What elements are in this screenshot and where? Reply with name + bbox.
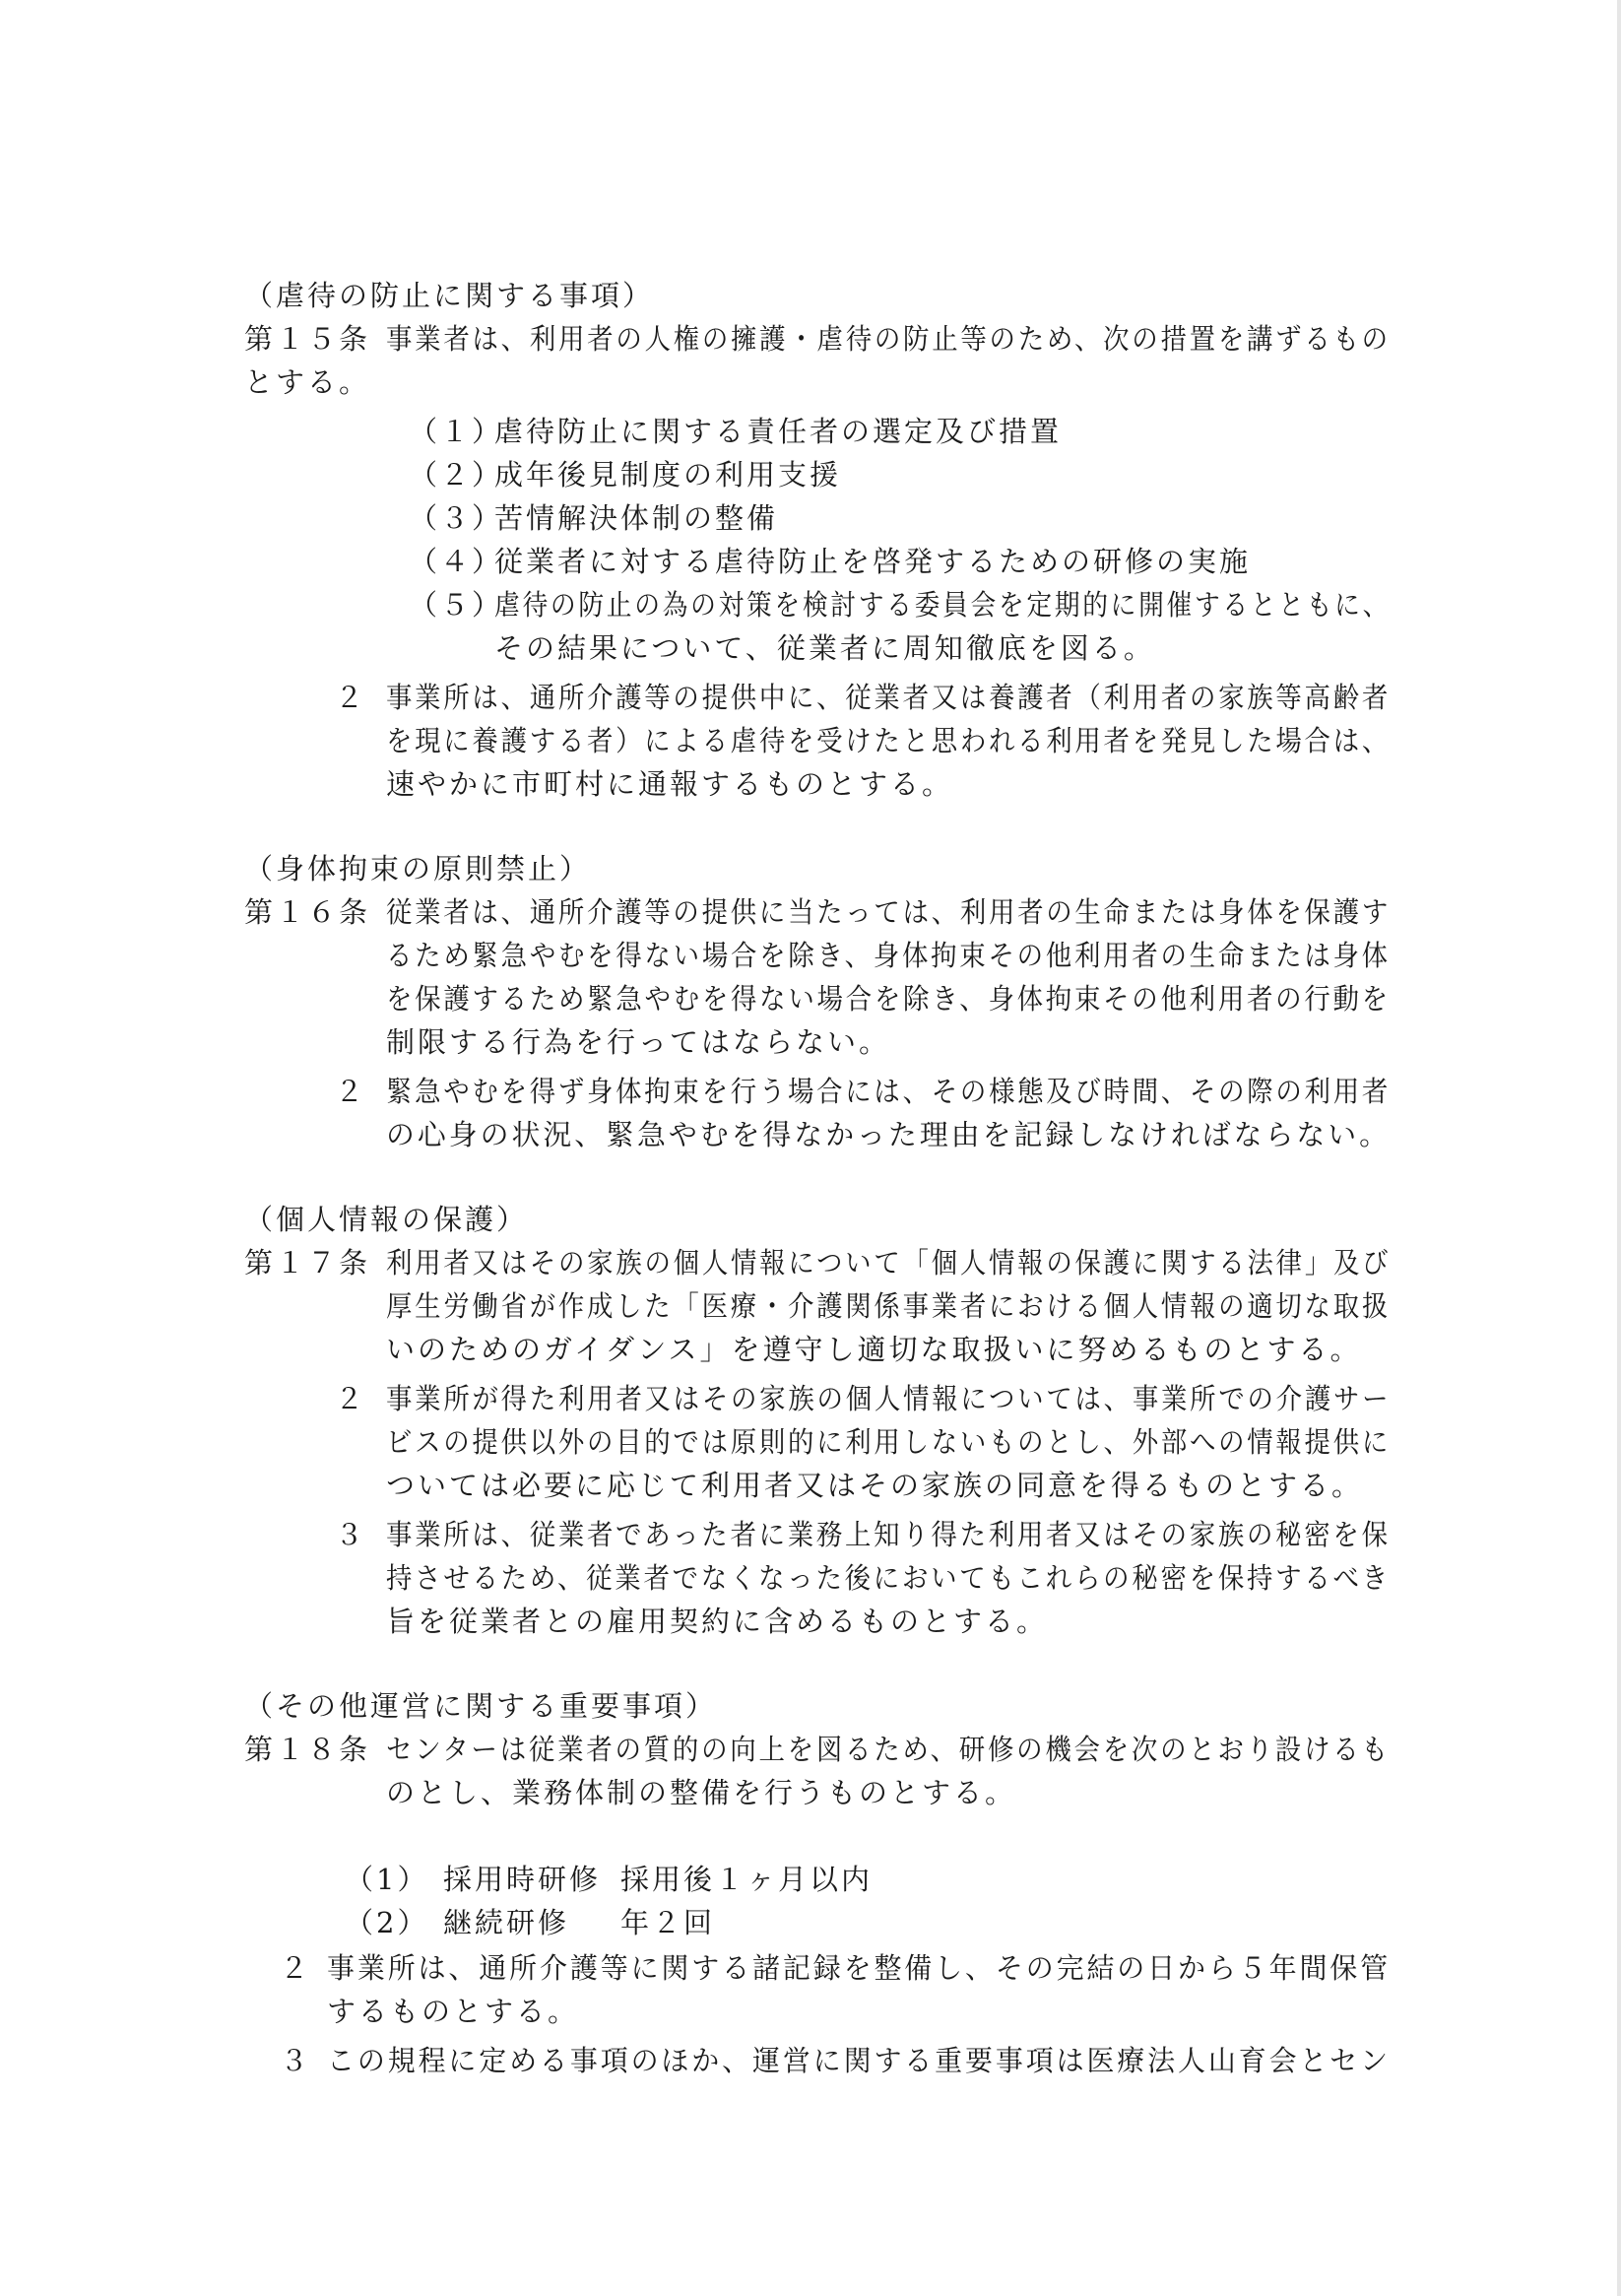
art15-para-2-line-2: を現に養護する者）による虐待を受けたと思われる利用者を発見した場合は、 (386, 724, 1391, 757)
art16-heading: （身体拘束の原則禁止） (244, 852, 592, 886)
art18-para-2-number: ２ (280, 1951, 312, 1985)
art15-item-3-text: 苦情解決体制の整備 (494, 501, 779, 535)
art17-para-2-line-3: ついては必要に応じて利用者又はその家族の同意を得るものとする。 (386, 1469, 1364, 1502)
art15-text-line-1: 事業者は、利用者の人権の擁護・虐待の防止等のため、次の措置を講ずるもの (386, 322, 1391, 356)
art16-para-2-line-1: 緊急やむを得ず身体拘束を行う場合には、その様態及び時間、その際の利用者 (386, 1075, 1391, 1108)
art15-item-1-number: （１） (409, 415, 504, 448)
art18-line-2: のとし、業務体制の整備を行うものとする。 (386, 1776, 1017, 1809)
art15-item-5-number: （５） (409, 588, 504, 622)
art17-label: 第１７条 (244, 1246, 371, 1279)
art18-label: 第１８条 (244, 1733, 371, 1766)
art18-item-1-name: 採用時研修 (443, 1863, 602, 1896)
art15-item-4-number: （４） (409, 545, 504, 578)
art15-label: 第１５条 (244, 322, 371, 356)
art18-para-3-line-1: この規程に定める事項のほか、運営に関する重要事項は医療法人山育会とセン (327, 2044, 1392, 2077)
art18-line-1: センターは従業者の質的の向上を図るため、研修の機会を次のとおり設けるも (386, 1733, 1391, 1766)
art15-item-3-number: （３） (409, 501, 504, 535)
art17-para-2-line-2: ビスの提供以外の目的では原則的に利用しないものとし、外部への情報提供に (386, 1425, 1391, 1459)
art15-text-line-2: とする。 (244, 365, 371, 399)
art18-para-3-number: ３ (280, 2044, 312, 2077)
art16-line-2: るため緊急やむを得ない場合を除き、身体拘束その他利用者の生命または身体 (386, 939, 1391, 972)
art15-item-2-number: （２） (409, 458, 504, 492)
art17-para-3-line-1: 事業所は、従業者であった者に業務上知り得た利用者又はその家族の秘密を保 (386, 1518, 1391, 1551)
art18-para-2-line-1: 事業所は、通所介護等に関する諸記録を整備し、その完結の日から５年間保管 (327, 1951, 1392, 1985)
art15-item-2-text: 成年後見制度の利用支援 (494, 458, 842, 492)
art15-para-2-line-1: 事業所は、通所介護等の提供中に、従業者又は養護者（利用者の家族等高齢者 (386, 681, 1391, 714)
art16-line-4: 制限する行為を行ってはならない。 (386, 1025, 891, 1059)
art17-line-2: 厚生労働省が作成した「医療・介護関係事業者における個人情報の適切な取扱 (386, 1289, 1391, 1323)
art17-para-2-number: ２ (335, 1382, 367, 1415)
art15-para-2-line-3: 速やかに市町村に通報するものとする。 (386, 767, 954, 801)
art18-item-2-number: （2） (345, 1906, 429, 1939)
art15-item-1-text: 虐待防止に関する責任者の選定及び措置 (494, 415, 1063, 448)
art17-line-1: 利用者又はその家族の個人情報について「個人情報の保護に関する法律」及び (386, 1246, 1392, 1279)
art18-item-1-detail: 採用後１ヶ月以内 (620, 1863, 874, 1896)
art16-line-1: 従業者は、通所介護等の提供に当たっては、利用者の生命または身体を保護す (386, 895, 1391, 929)
art15-item-5-continuation: その結果について、従業者に周知徹底を図る。 (494, 631, 1155, 665)
art18-para-2-line-2: するものとする。 (327, 1995, 580, 2028)
art15-heading: （虐待の防止に関する事項） (244, 279, 655, 312)
art15-item-4-text: 従業者に対する虐待防止を啓発するための研修の実施 (494, 545, 1252, 578)
art16-line-3: を保護するため緊急やむを得ない場合を除き、身体拘束その他利用者の行動を (386, 982, 1391, 1016)
art17-heading: （個人情報の保護） (244, 1203, 529, 1236)
art15-item-5-text: 虐待の防止の為の対策を検討する委員会を定期的に開催するとともに、 (494, 588, 1392, 622)
art16-para-2-line-2: の心身の状況、緊急やむを得なかった理由を記録しなければならない。 (386, 1118, 1392, 1151)
art18-item-1-number: （1） (345, 1863, 429, 1896)
art18-item-2-name: 継続研修 (443, 1906, 570, 1939)
art15-para-2-number: ２ (335, 681, 367, 714)
art16-para-2-number: ２ (335, 1075, 367, 1108)
scan-edge-shadow (1617, 0, 1621, 2296)
art17-para-3-number: ３ (335, 1518, 367, 1551)
art17-line-3: いのためのガイダンス」を遵守し適切な取扱いに努めるものとする。 (386, 1333, 1362, 1366)
art18-heading: （その他運営に関する重要事項） (244, 1689, 718, 1723)
art17-para-2-line-1: 事業所が得た利用者又はその家族の個人情報については、事業所での介護サー (386, 1382, 1392, 1415)
art18-item-2-detail: 年２回 (620, 1906, 716, 1939)
art17-para-3-line-3: 旨を従業者との雇用契約に含めるものとする。 (386, 1605, 1049, 1638)
art16-label: 第１６条 (244, 895, 371, 929)
art17-para-3-line-2: 持させるため、従業者でなくなった後においてもこれらの秘密を保持するべき (386, 1561, 1391, 1595)
